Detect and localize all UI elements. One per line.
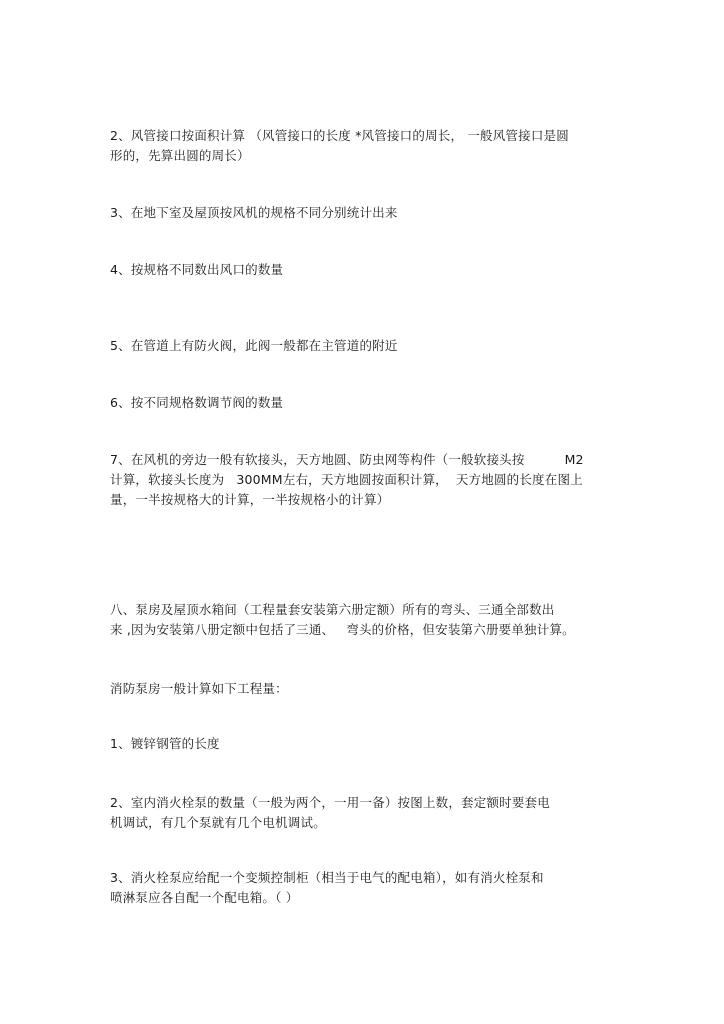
text-fragment: 来 ,因为安装第八册定额中包括了三通、 xyxy=(110,622,335,637)
paragraph-duct-joint-area xyxy=(110,126,610,166)
paragraph-hydrant-pump-count xyxy=(110,793,610,833)
text-line: 喷淋泵应各自配一个配电箱。（ ） xyxy=(110,890,299,905)
paragraph-fan-spec-count xyxy=(110,203,610,223)
paragraph-fire-damper xyxy=(110,336,610,356)
paragraph-air-outlet-count xyxy=(110,260,610,280)
paragraph-control-cabinet xyxy=(110,868,610,908)
text-line: 1、镀锌钢管的长度 xyxy=(110,736,220,751)
text-line: 消防泵房一般计算如下工程量： xyxy=(110,681,288,696)
text-fragment: 弯头的价格，但安装第六册要单独计算。 xyxy=(346,622,575,637)
text-line: 3、在地下室及屋顶按风机的规格不同分别统计出来 xyxy=(110,205,398,220)
text-line: 形的，先算出圆的周长） xyxy=(110,148,250,163)
text-line: 2、风管接口按面积计算 （风管接口的长度 *风管接口的周长， 一般风管接口是圆 xyxy=(110,128,569,143)
text-line: 3、消火栓泵应给配一个变频控制柜（相当于电气的配电箱），如有消火栓泵和 xyxy=(110,870,544,885)
paragraph-fire-pump-intro xyxy=(110,679,610,699)
text-line: 6、按不同规格数调节阀的数量 xyxy=(110,395,284,410)
text-line: 量，一半按规格大的计算，一半按规格小的计算） xyxy=(110,492,390,507)
text-line: 4、按规格不同数出风口的数量 xyxy=(110,262,284,277)
paragraph-pump-room xyxy=(110,600,610,640)
paragraph-soft-joint xyxy=(110,450,610,510)
text-fragment: 天方地圆的长度在图上 xyxy=(455,472,583,487)
text-line: 5、在管道上有防火阀，此阀一般都在主管道的附近 xyxy=(110,338,398,353)
text-fragment: 计算，软接头长度为 xyxy=(110,472,225,487)
paragraph-galvanized-pipe xyxy=(110,734,610,754)
text-fragment: M2 xyxy=(564,452,584,467)
text-line: 2、室内消火栓泵的数量（一般为两个，一用一备）按图上数，套定额时要套电 xyxy=(110,795,550,810)
text-line: 7、在风机的旁边一般有软接头，天方地圆、防虫网等构件（一般软接头按 xyxy=(110,452,525,467)
text-fragment: 300MM左右，天方地圆按面积计算， xyxy=(236,472,448,487)
paragraph-regulating-valve xyxy=(110,393,610,413)
text-line: 八、泵房及屋顶水箱间（工程量套安装第六册定额）所有的弯头、三通全部数出 xyxy=(110,602,555,617)
text-line: 机调试，有几个泵就有几个电机调试。 xyxy=(110,815,326,830)
